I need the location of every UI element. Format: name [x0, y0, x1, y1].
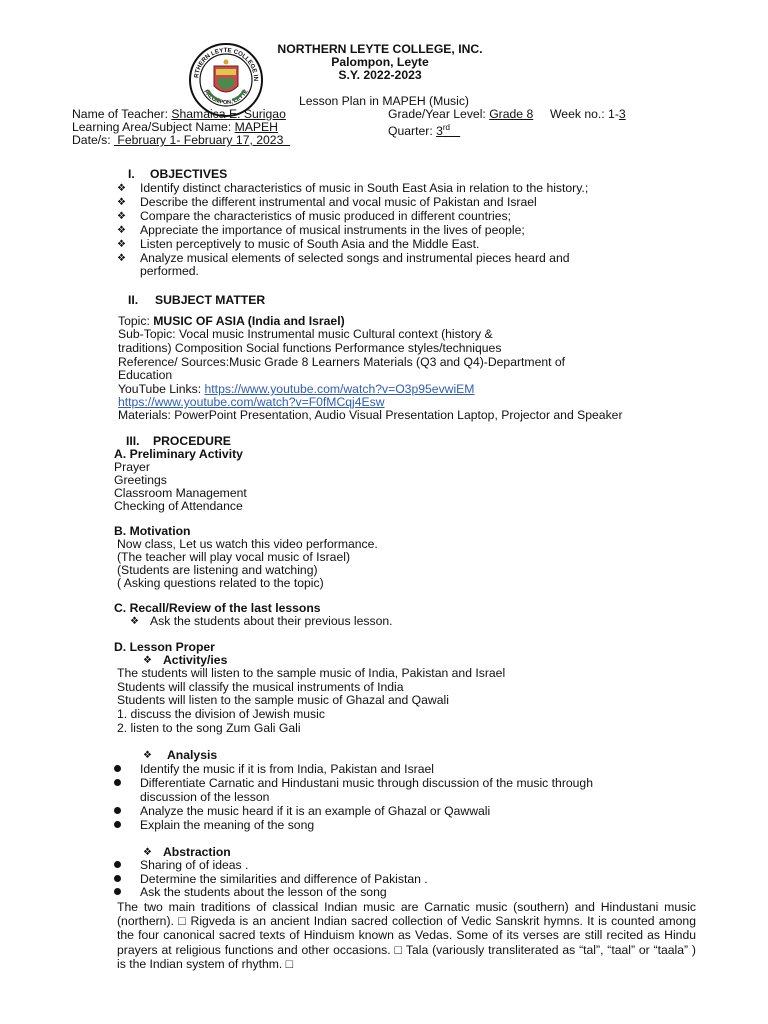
objective-item: Compare the characteristics of music produced in different countries; — [140, 209, 511, 223]
activity-item: The students will listen to the sample music of India, Pakistan and Israel — [117, 666, 506, 680]
subtopic-line: traditions) Composition Social functions Performance styles/techniques — [118, 341, 502, 355]
bullet-dot-icon — [114, 875, 121, 882]
motivation-item: Now class, Let us watch this video performance. — [117, 537, 378, 551]
diamond-bullet-icon: ❖ — [130, 616, 139, 627]
analysis-heading: Analysis — [167, 748, 218, 762]
dates-row — [72, 134, 290, 147]
motivation-item: (The teacher will play vocal music of Israel) — [117, 550, 350, 564]
diamond-bullet-icon: ❖ — [143, 750, 152, 761]
teacher-label: Name of Teacher: — [72, 107, 172, 121]
preliminary-item: Checking of Attendance — [114, 499, 243, 513]
procedure-number: III. — [126, 434, 140, 448]
plan-title: Lesson Plan in MAPEH (Music) — [298, 94, 469, 108]
subtopic-line: Sub-Topic: Vocal music Instrumental music Cultural context (history & — [118, 327, 493, 341]
activity-item: 1. discuss the division of Jewish music — [117, 707, 325, 721]
motivation-item: (Students are listening and watching) — [117, 563, 318, 577]
bullet-dot-icon — [114, 821, 121, 828]
area-value: MAPEH — [234, 120, 278, 134]
diamond-bullet-icon: ❖ — [143, 655, 152, 666]
bullet-dot-icon — [114, 888, 121, 895]
preliminary-item: Classroom Management — [114, 486, 247, 500]
college-name: NORTHERN LEYTE COLLEGE, INC. — [277, 42, 483, 56]
bullet-dot-icon — [114, 779, 121, 786]
lesson-proper-heading: D. Lesson Proper — [114, 640, 215, 654]
abstraction-item: Sharing of of ideas . — [140, 858, 249, 872]
activity-item: Students will listen to the sample music of Ghazal and Qawali — [117, 693, 449, 707]
motivation-item: ( Asking questions related to the topic) — [117, 576, 324, 590]
logo-text-top: RTHERN LEYTE COLLEGE IN — [193, 46, 260, 82]
area-label: Learning Area/Subject Name: — [72, 120, 235, 134]
bullet-dot-icon — [114, 765, 121, 772]
abstraction-heading: Abstraction — [163, 845, 231, 859]
logo-text-bottom: PALOMPON, LEYTE — [202, 88, 250, 107]
objective-item: Appreciate the importance of musical instruments in the lives of people; — [140, 223, 525, 237]
youtube-link-1[interactable]: https://www.youtube.com/watch?v=O3p95evwiEM — [204, 382, 475, 396]
school-year: S.Y. 2022-2023 — [338, 68, 422, 82]
preliminary-heading: A. Preliminary Activity — [114, 447, 243, 461]
analysis-item-continued: discussion of the lesson — [140, 790, 270, 804]
grade-row — [388, 108, 626, 121]
college-location: Palompon, Leyte — [331, 55, 429, 69]
reference-line: Reference/ Sources:Music Grade 8 Learners Materials (Q3 and Q4)-Department of — [118, 355, 566, 369]
materials-line: Materials: PowerPoint Presentation, Audio Visual Presentation Laptop, Projector and Speaker — [118, 408, 623, 422]
analysis-item: Analyze the music heard if it is an example of Ghazal or Qawwali — [140, 804, 491, 818]
abstraction-paragraph: The two main traditions of classical Indian music are Carnatic music (southern) and Hindustani music (northern). □ Rigveda is an ancient Indian sacred collection of Vedic Sanskrit hymns. It is counted among the four canonical sacred texts of Hinduism known as Vedas. Some of its verses are still recited as Hindu prayers at religious functions and other occasions. □ Tala (variously transliterated as “tal”, “taal” or “taala” ) is the Indian system of rhythm. □ — [117, 900, 696, 971]
dates-label: Date/s: — [72, 133, 114, 147]
topic-value: MUSIC OF ASIA (India and Israel) — [153, 314, 345, 328]
analysis-item: Explain the meaning of the song — [140, 818, 315, 832]
objectives-number: I. — [128, 167, 135, 181]
objective-item: Describe the different instrumental and vocal music of Pakistan and Israel — [140, 195, 537, 209]
activity-heading: Activity/ies — [163, 653, 228, 667]
quarter-label: Quarter: — [388, 124, 437, 139]
week-value: 3 — [618, 107, 626, 121]
grade-value: Grade 8 — [489, 107, 534, 121]
teacher-name: Shamaica E. Surigao — [171, 107, 286, 121]
subject-matter-number: II. — [128, 293, 139, 307]
preliminary-item: Greetings — [114, 473, 167, 487]
week-label: Week no.: 1- — [550, 107, 619, 121]
abstraction-item: Determine the similarities and difference of Pakistan . — [140, 872, 428, 886]
quarter-suffix: rd — [442, 123, 450, 132]
objective-item-continued: performed. — [140, 264, 199, 278]
quarter-value: 3rd — [436, 123, 450, 139]
youtube-link-2-text[interactable]: https://www.youtube.com/watch?v=F0fMCqj4Esw — [118, 395, 385, 409]
objective-item: Listen perceptively to music of South Asia and the Middle East. — [140, 237, 480, 251]
recall-heading: C. Recall/Review of the last lessons — [114, 601, 321, 615]
bullet-dot-icon — [114, 861, 121, 868]
quarter-row — [388, 121, 460, 138]
diamond-bullet-icon: ❖ — [117, 225, 126, 236]
dates-value: February 1- February 17, 2023 — [114, 133, 291, 147]
objectives-heading: OBJECTIVES — [150, 167, 228, 181]
abstraction-item: Ask the students about the lesson of the song — [140, 885, 387, 899]
analysis-item: Identify the music if it is from India, Pakistan and Israel — [140, 762, 434, 776]
recall-item: Ask the students about their previous lesson. — [150, 614, 393, 628]
objective-item: Analyze musical elements of selected songs and instrumental pieces heard and — [140, 251, 570, 265]
grade-label: Grade/Year Level: — [388, 107, 490, 121]
activity-item: 2. listen to the song Zum Gali Gali — [117, 721, 301, 735]
diamond-bullet-icon: ❖ — [117, 197, 126, 208]
activity-item: Students will classify the musical instruments of India — [117, 680, 404, 694]
diamond-bullet-icon: ❖ — [117, 253, 126, 264]
preliminary-item: Prayer — [114, 460, 150, 474]
bullet-dot-icon — [114, 807, 121, 814]
objective-item: Identify distinct characteristics of music in South East Asia in relation to the history.; — [140, 181, 589, 195]
diamond-bullet-icon: ❖ — [117, 183, 126, 194]
youtube-label: YouTube Links: — [118, 382, 205, 396]
subject-matter-heading: SUBJECT MATTER — [155, 293, 266, 307]
reference-line: Education — [118, 368, 173, 382]
diamond-bullet-icon: ❖ — [143, 847, 152, 858]
motivation-heading: B. Motivation — [114, 524, 191, 538]
diamond-bullet-icon: ❖ — [117, 211, 126, 222]
analysis-item: Differentiate Carnatic and Hindustani music through discussion of the music through — [140, 776, 593, 790]
procedure-heading: PROCEDURE — [153, 434, 231, 448]
diamond-bullet-icon: ❖ — [117, 239, 126, 250]
topic-label: Topic: — [118, 314, 154, 328]
